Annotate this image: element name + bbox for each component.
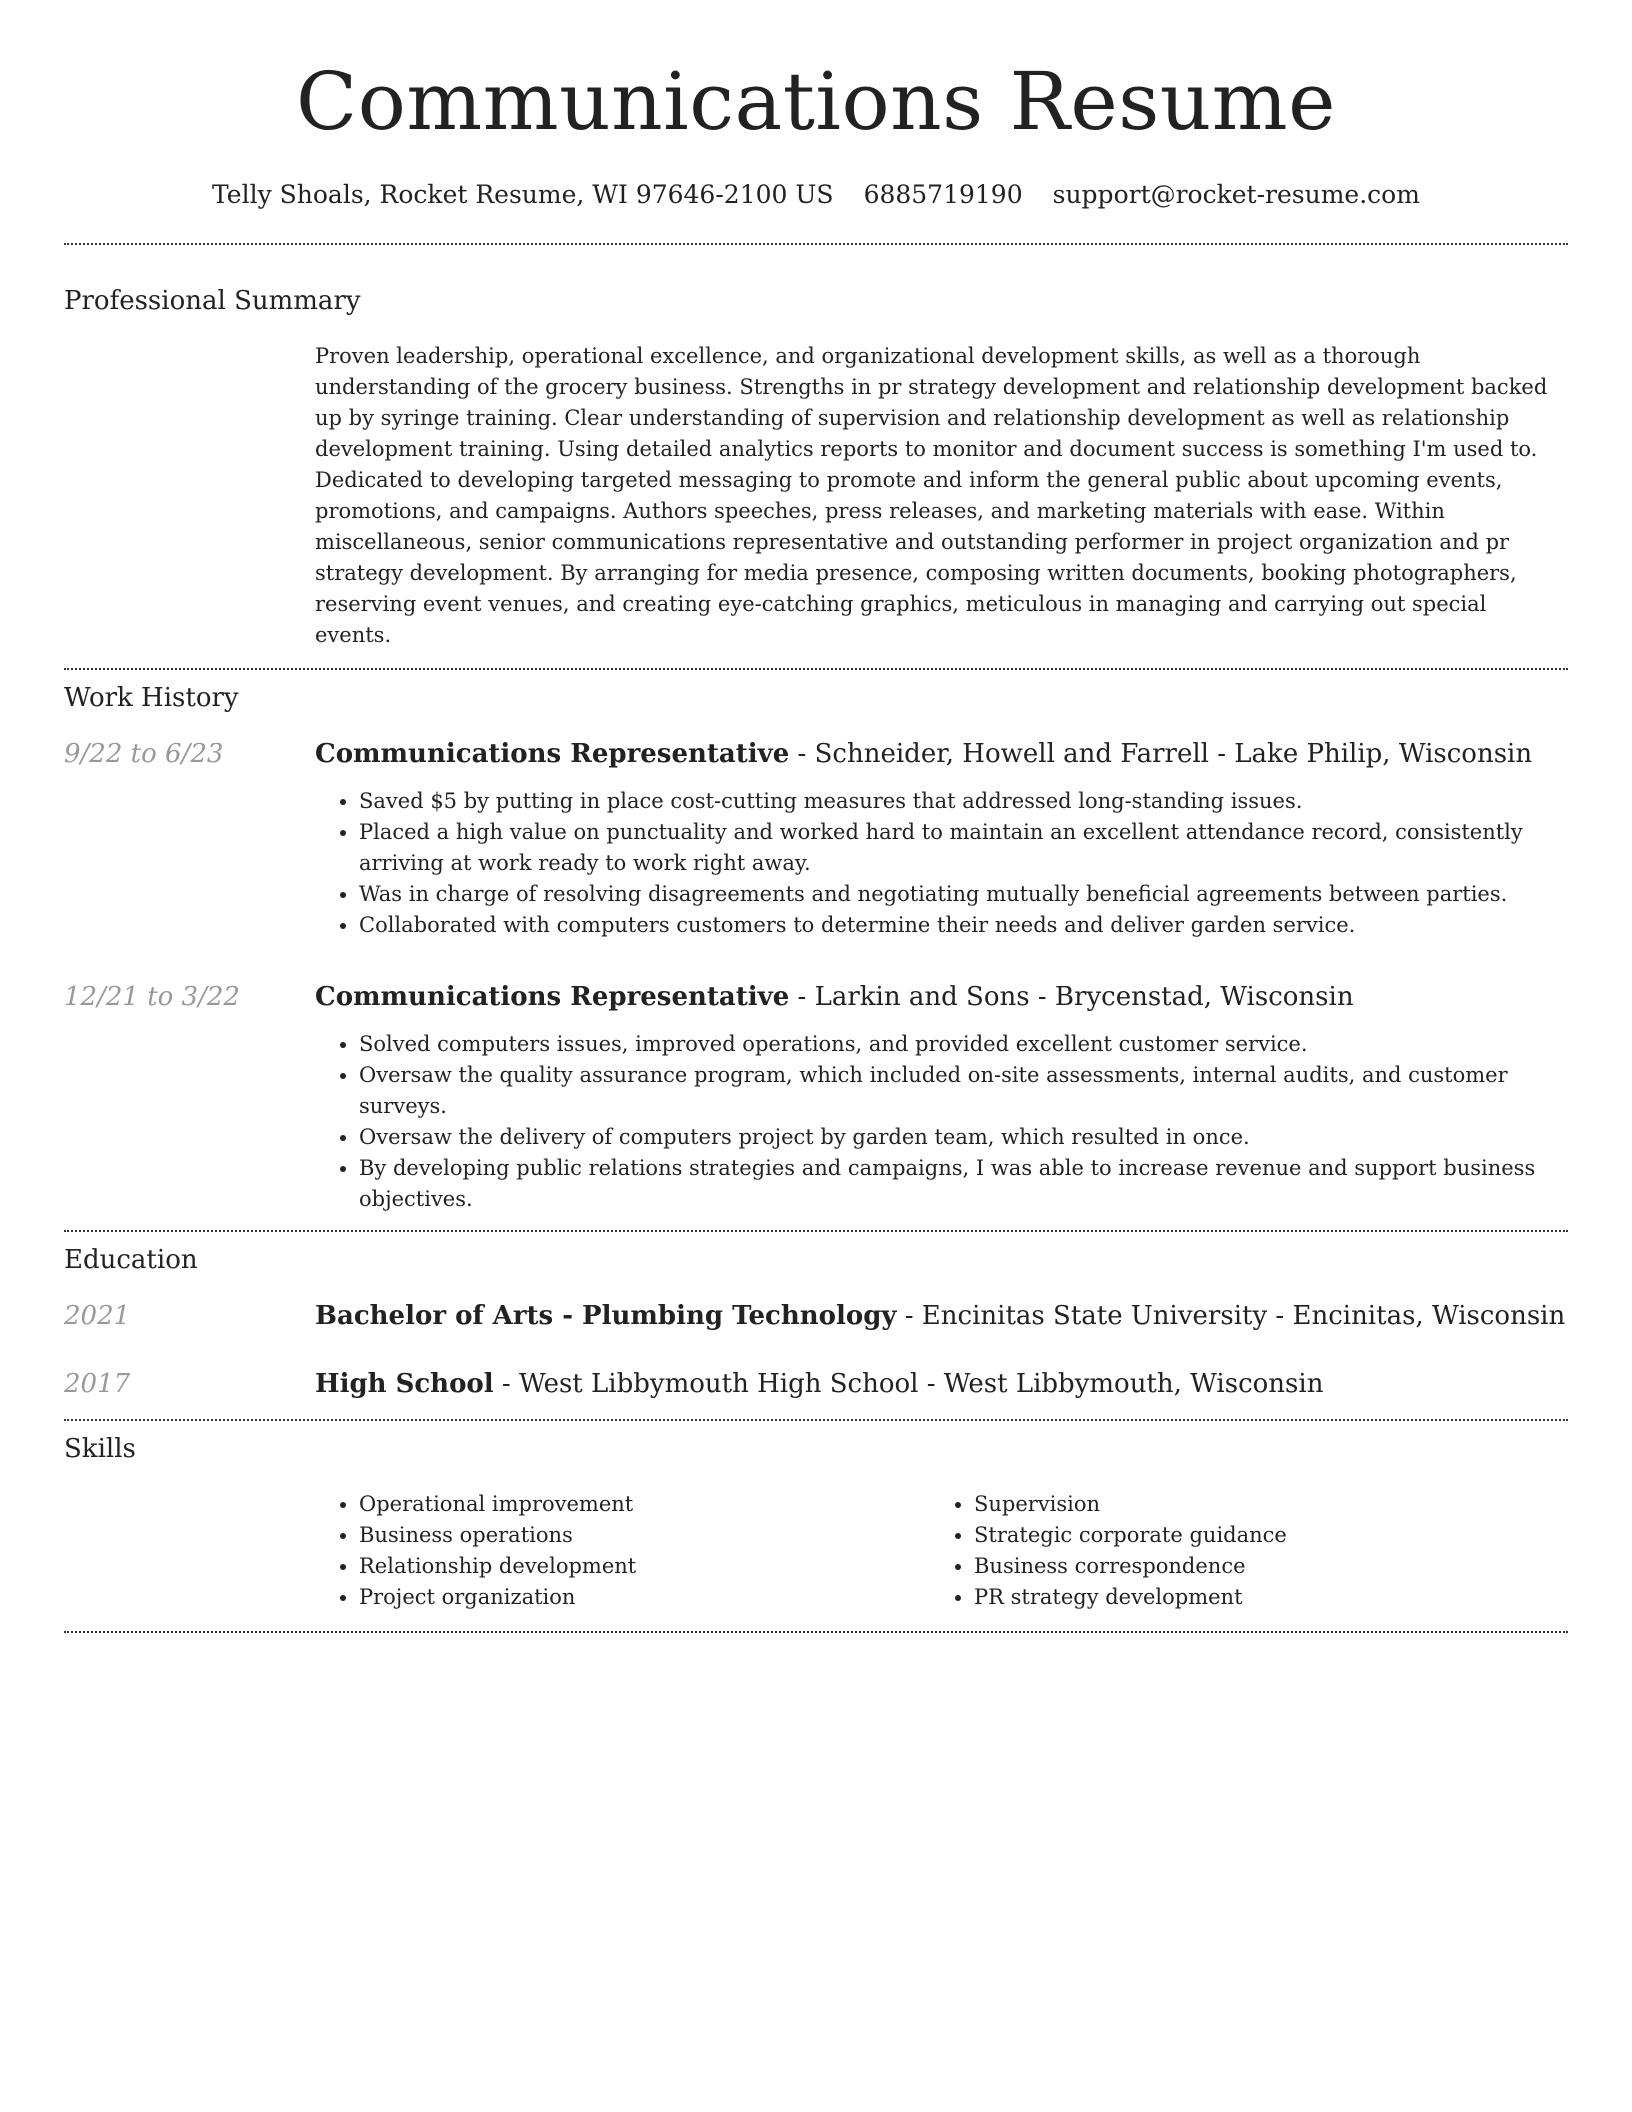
section-title-skills: Skills bbox=[64, 1434, 136, 1464]
education-body bbox=[315, 1300, 1568, 1332]
skills-list bbox=[315, 1489, 930, 1613]
section-title-education: Education bbox=[64, 1245, 198, 1275]
job-body bbox=[315, 981, 1568, 1215]
job-company-location: - Schneider, Howell and Farrell - Lake Philip, Wisconsin bbox=[789, 739, 1533, 769]
job-entry bbox=[64, 981, 1568, 1215]
job-bullet-list bbox=[315, 786, 1568, 941]
job-heading bbox=[315, 738, 1568, 770]
skills-grid bbox=[315, 1489, 1568, 1613]
divider bbox=[64, 1631, 1568, 1633]
job-role: Communications Representative bbox=[315, 982, 790, 1012]
list-item: • Oversaw the delivery of computers project by garden team, which resulted in once. bbox=[359, 1122, 1568, 1153]
job-body bbox=[315, 738, 1568, 941]
job-entry bbox=[64, 738, 1568, 941]
list-item: • Collaborated with computers customers to determine their needs and deliver garden service. bbox=[359, 910, 1568, 941]
job-role: Communications Representative bbox=[315, 739, 790, 769]
education-heading bbox=[315, 1300, 1568, 1332]
contact-email: support@rocket-resume.com bbox=[1052, 180, 1420, 209]
job-bullet-list bbox=[315, 1029, 1568, 1215]
list-item: • By developing public relations strategies and campaigns, I was able to increase revenue and support business objectives. bbox=[359, 1153, 1568, 1215]
education-degree: High School bbox=[315, 1369, 494, 1399]
summary-text: Proven leadership, operational excellence, and organizational development skills, as well as a thorough understanding of the grocery business. Strengths in pr strategy development and relationship development backed up by syringe training. Clear understanding of supervision and relationship development as well as relationship development training. Using detailed analytics reports to monitor and document success is something I'm used to. Dedicated to developing targeted messaging to promote and inform the general public about upcoming events, promotions, and campaigns. Authors speeches, press releases, and marketing materials with ease. Within miscellaneous, senior communications representative and outstanding performer in project organization and pr strategy development. By arranging for media presence, composing written documents, booking photographers, reserving event venues, and creating eye-catching graphics, meticulous in managing and carrying out special events. bbox=[315, 344, 1548, 647]
education-heading bbox=[315, 1368, 1568, 1400]
skill-item: • Operational improvement bbox=[359, 1489, 930, 1520]
job-heading bbox=[315, 981, 1568, 1013]
list-item: • Saved $5 by putting in place cost-cutting measures that addressed long-standing issues. bbox=[359, 786, 1568, 817]
education-body bbox=[315, 1368, 1568, 1400]
section-title-work-history: Work History bbox=[64, 683, 239, 713]
divider bbox=[64, 1230, 1568, 1232]
skill-item: • Business operations bbox=[359, 1520, 930, 1551]
resume-title: Communications Resume bbox=[296, 55, 1336, 148]
divider bbox=[64, 668, 1568, 670]
skills-list bbox=[930, 1489, 1545, 1613]
job-company-location: - Larkin and Sons - Brycenstad, Wisconsin bbox=[789, 982, 1354, 1012]
divider bbox=[64, 243, 1568, 245]
skill-item: • PR strategy development bbox=[974, 1582, 1545, 1613]
skill-item: • Relationship development bbox=[359, 1551, 930, 1582]
section-title-summary: Professional Summary bbox=[64, 286, 361, 316]
divider bbox=[64, 1419, 1568, 1421]
contact-address: Telly Shoals, Rocket Resume, WI 97646-2100 US bbox=[212, 180, 834, 209]
education-year: 2017 bbox=[64, 1369, 131, 1399]
skill-item: • Project organization bbox=[359, 1582, 930, 1613]
contact-line bbox=[64, 180, 1568, 210]
education-entry bbox=[64, 1300, 1568, 1332]
education-degree: Bachelor of Arts - Plumbing Technology bbox=[315, 1301, 897, 1331]
skills-column-left bbox=[315, 1489, 930, 1613]
education-school-location: - West Libbymouth High School - West Libbymouth, Wisconsin bbox=[493, 1369, 1324, 1399]
skill-item: • Supervision bbox=[974, 1489, 1545, 1520]
skills-column-right bbox=[930, 1489, 1545, 1613]
list-item: • Placed a high value on punctuality and worked hard to maintain an excellent attendance record, consistently arriving at work ready to work right away. bbox=[359, 817, 1568, 879]
job-dates: 12/21 to 3/22 bbox=[64, 982, 240, 1012]
list-item: • Oversaw the quality assurance program, which included on-site assessments, internal audits, and customer surveys. bbox=[359, 1060, 1568, 1122]
education-year: 2021 bbox=[64, 1301, 131, 1331]
education-school-location: - Encinitas State University - Encinitas, Wisconsin bbox=[896, 1301, 1566, 1331]
education-entry bbox=[64, 1368, 1568, 1400]
job-dates: 9/22 to 6/23 bbox=[64, 739, 224, 769]
list-item: • Was in charge of resolving disagreements and negotiating mutually beneficial agreements between parties. bbox=[359, 879, 1568, 910]
contact-phone: 6885719190 bbox=[863, 180, 1023, 209]
skill-item: • Strategic corporate guidance bbox=[974, 1520, 1545, 1551]
list-item: • Solved computers issues, improved operations, and provided excellent customer service. bbox=[359, 1029, 1568, 1060]
skill-item: • Business correspondence bbox=[974, 1551, 1545, 1582]
